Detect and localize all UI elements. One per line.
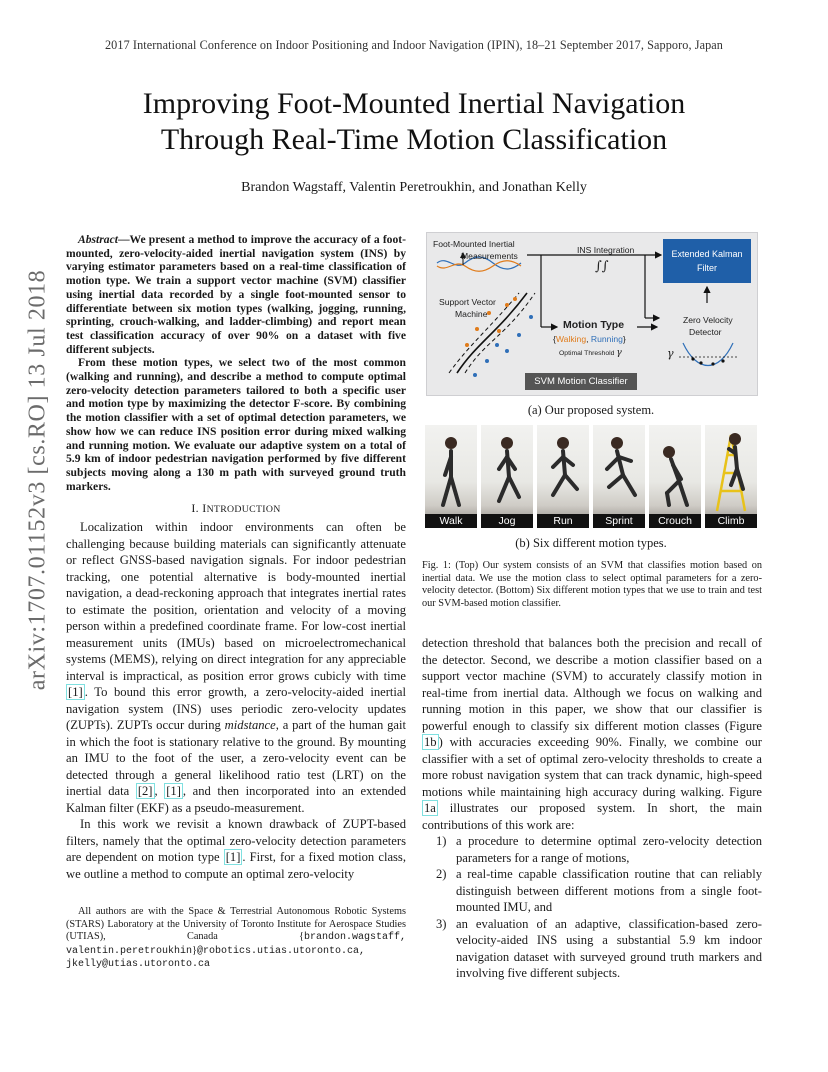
introduction-body: [66, 519, 406, 882]
integral-symbol: ∫∫: [595, 259, 609, 274]
figure-caption: Fig. 1: (Top) Our system consists of an SVM that classifies motion based on inertial data. We use the motion class to select optimal parameters for a zero-velocity detector. (Bottom) Six different motion types that we use to train and test our SVM-based motion classifier.: [422, 560, 762, 609]
paper-title: [0, 86, 828, 158]
figure-subcaption-a: (a) Our proposed system.: [527, 403, 655, 417]
abstract: [66, 233, 406, 493]
photo-walk: [425, 425, 477, 528]
arxiv-stamp: arXiv:1707.01152v3 [cs.RO] 13 Jul 2018: [24, 269, 51, 691]
svm-classifier-bar: SVM Motion Classifier: [525, 373, 637, 390]
motion-label: Walk: [425, 514, 477, 528]
citation-link[interactable]: [1]: [225, 850, 241, 864]
motion-label: Sprint: [593, 514, 645, 528]
list-item: 1) a procedure to determine optimal zero-velocity detection parameters for a range of motions,: [436, 834, 762, 865]
contributions-intro: detection threshold that balances both the precision and recall of the detector. Second, we describe a motion classifier based on a support vector machine (SVM) to accurately classify motion in real-time from inertial data. Although we focus on walking and running motion in this paper, we show that our classifier is powerful enough to classify six different motion classes (Figure 1b ) with accuracies exceeding 90%. Finally, we combine our classifier with a set of optimal zero-velocity thresholds to create a more robust navigation system that can track dynamic, high-speed motions while maintaining high accuracy during walking. Figure 1a illustrates our proposed system. In short, the main contributions of this work are:: [422, 636, 762, 832]
title-line-1: Improving Foot-Mounted Inertial Navigation: [142, 87, 686, 120]
author-affiliation-footnote: All authors are with the Space & Terrestrial Autonomous Robotic Systems (STARS) Laboratory at the University of Toronto Institute for Aerospace Studies (UTIAS), Canada {brandon.wagstaff, valentin.peretroukhin}@robotics.utias.utoronto.ca, jkelly@utias.utoronto.ca: [66, 906, 406, 971]
abstract-paragraph-2: From these motion types, we select two of the most common (walking and running), and describe a method to compute optimal zero-velocity detection parameters tailored to both a specific user and motion type by maximizing the detector F-score. By combining the motion classifier with a set of optimal detection parameters, we show how we can reduce INS position error during mixed walking and running motion. We evaluate our adaptive system on a total of 5.9 km of indoor pedestrian navigation performed by five different subjects moving along a 130 m path with surveyed ground truth markers.: [66, 356, 406, 493]
motion-label: Run: [537, 514, 589, 528]
intro-paragraph-2: In this work we revisit a known drawback of ZUPT-based filters, namely that the optimal zero-velocity detection parameters are dependent on motion type [1] . First, for a fixed motion class, we outline a method to compute an optimal zero-velocity: [66, 817, 406, 881]
contributions-list: [422, 833, 762, 982]
optimal-threshold-label: Optimal Threshold γ: [559, 348, 622, 358]
system-diagram: [426, 232, 758, 396]
intro-paragraph-1: Localization within indoor environments can often be challenging because building materials can significantly attenuate or reflect GNSS-based navigation signals. For indoor pedestrian tracking, one potential alternative is body-mounted inertial navigation, a dead-reckoning approach that integrates inertial rates to estimate the position, orientation and velocity of a moving person within a predefined coordinate frame. For low-cost inertial measurement units (IMUs) based on microelectromechanical systems (MEMS), relying on direct integration for any appreciable interval is impractical, as position error grows cubicly with time [1] . To bound this error growth, a zero-velocity-aided inertial navigation system (INS) uses periodic zero-velocity updates (ZUPTs). ZUPTs occur during midstance, a part of the human gait in which the foot is stationary relative to the ground. By mounting an IMU to the foot of the user, a zero-velocity event can be detected through a general likelihood ratio test (LRT) on the inertial data [2] , [1] , and then incorporated into an extended Kalman filter (EKF) as a pseudo-measurement.: [66, 520, 406, 815]
citation-link[interactable]: [1]: [68, 685, 83, 699]
zero-velocity-label-1: Zero Velocity: [683, 315, 733, 325]
photo-climb: [705, 425, 757, 528]
svm-label-1: Support Vector: [439, 297, 496, 307]
list-item: 2) a real-time capable classification routine that can reliably distinguish between different motions from a single foot-mounted IMU, and: [436, 867, 762, 914]
motion-label: Crouch: [649, 514, 701, 528]
abstract-label: Abstract: [78, 233, 118, 246]
author-list: Brandon Wagstaff, Valentin Peretroukhin, and Jonathan Kelly: [241, 180, 587, 195]
photo-jog: [481, 425, 533, 528]
right-column-body: [422, 635, 762, 982]
motion-type-label: Motion Type: [563, 319, 625, 331]
citation-link[interactable]: [1]: [166, 784, 181, 798]
title-line-2: Through Real-Time Motion Classification: [160, 123, 668, 156]
figure-ref-link[interactable]: 1a: [424, 801, 436, 815]
list-item: 3) an evaluation of an adaptive, classification-based zero-velocity-aided INS using a substantial 5.9 km indoor navigation dataset with surveyed ground truth markers and involving five different subjects.: [436, 916, 762, 980]
motion-classes: {Walking, Running}: [553, 334, 626, 344]
photo-crouch: [649, 425, 701, 528]
conference-header: 2017 International Conference on Indoor Positioning and Indoor Navigation (IPIN), 18–21 September 2017, Sapporo, Japan: [104, 38, 723, 52]
ins-integration-label: INS Integration: [577, 245, 635, 255]
zero-velocity-label-2: Detector: [689, 327, 722, 337]
foot-imu-label: Foot-Mounted Inertial: [433, 239, 515, 249]
motion-photos: [425, 425, 761, 528]
measurements-label: Measurements: [461, 251, 518, 261]
figure-subcaption-b: (b) Six different motion types.: [515, 536, 667, 550]
abstract-paragraph-1: Abstract—We present a method to improve the accuracy of a foot-mounted, zero-velocity-aided inertial navigation system (INS) by varying estimator parameters based on a real-time classification of motion type. We train a support vector machine (SVM) classifier using inertial data recorded by a single foot-mounted sensor to differentiate between six motion types (walking, jogging, running, sprinting, crouch-walking, and ladder-climbing) and report mean test classification accuracy of over 90% on a dataset with five different subjects.: [66, 233, 406, 356]
ekf-box: Extended Kalman Filter: [663, 239, 751, 283]
photo-run: [537, 425, 589, 528]
section-heading-introduction: I. INTRODUCTION: [191, 501, 281, 515]
photo-sprint: [593, 425, 645, 528]
citation-link[interactable]: [2]: [137, 784, 153, 798]
gamma-symbol: γ: [667, 347, 674, 360]
motion-label: Climb: [705, 514, 757, 528]
motion-label: Jog: [481, 514, 533, 528]
figure-ref-link[interactable]: 1b: [424, 735, 437, 749]
svm-label-2: Machine: [455, 309, 488, 319]
